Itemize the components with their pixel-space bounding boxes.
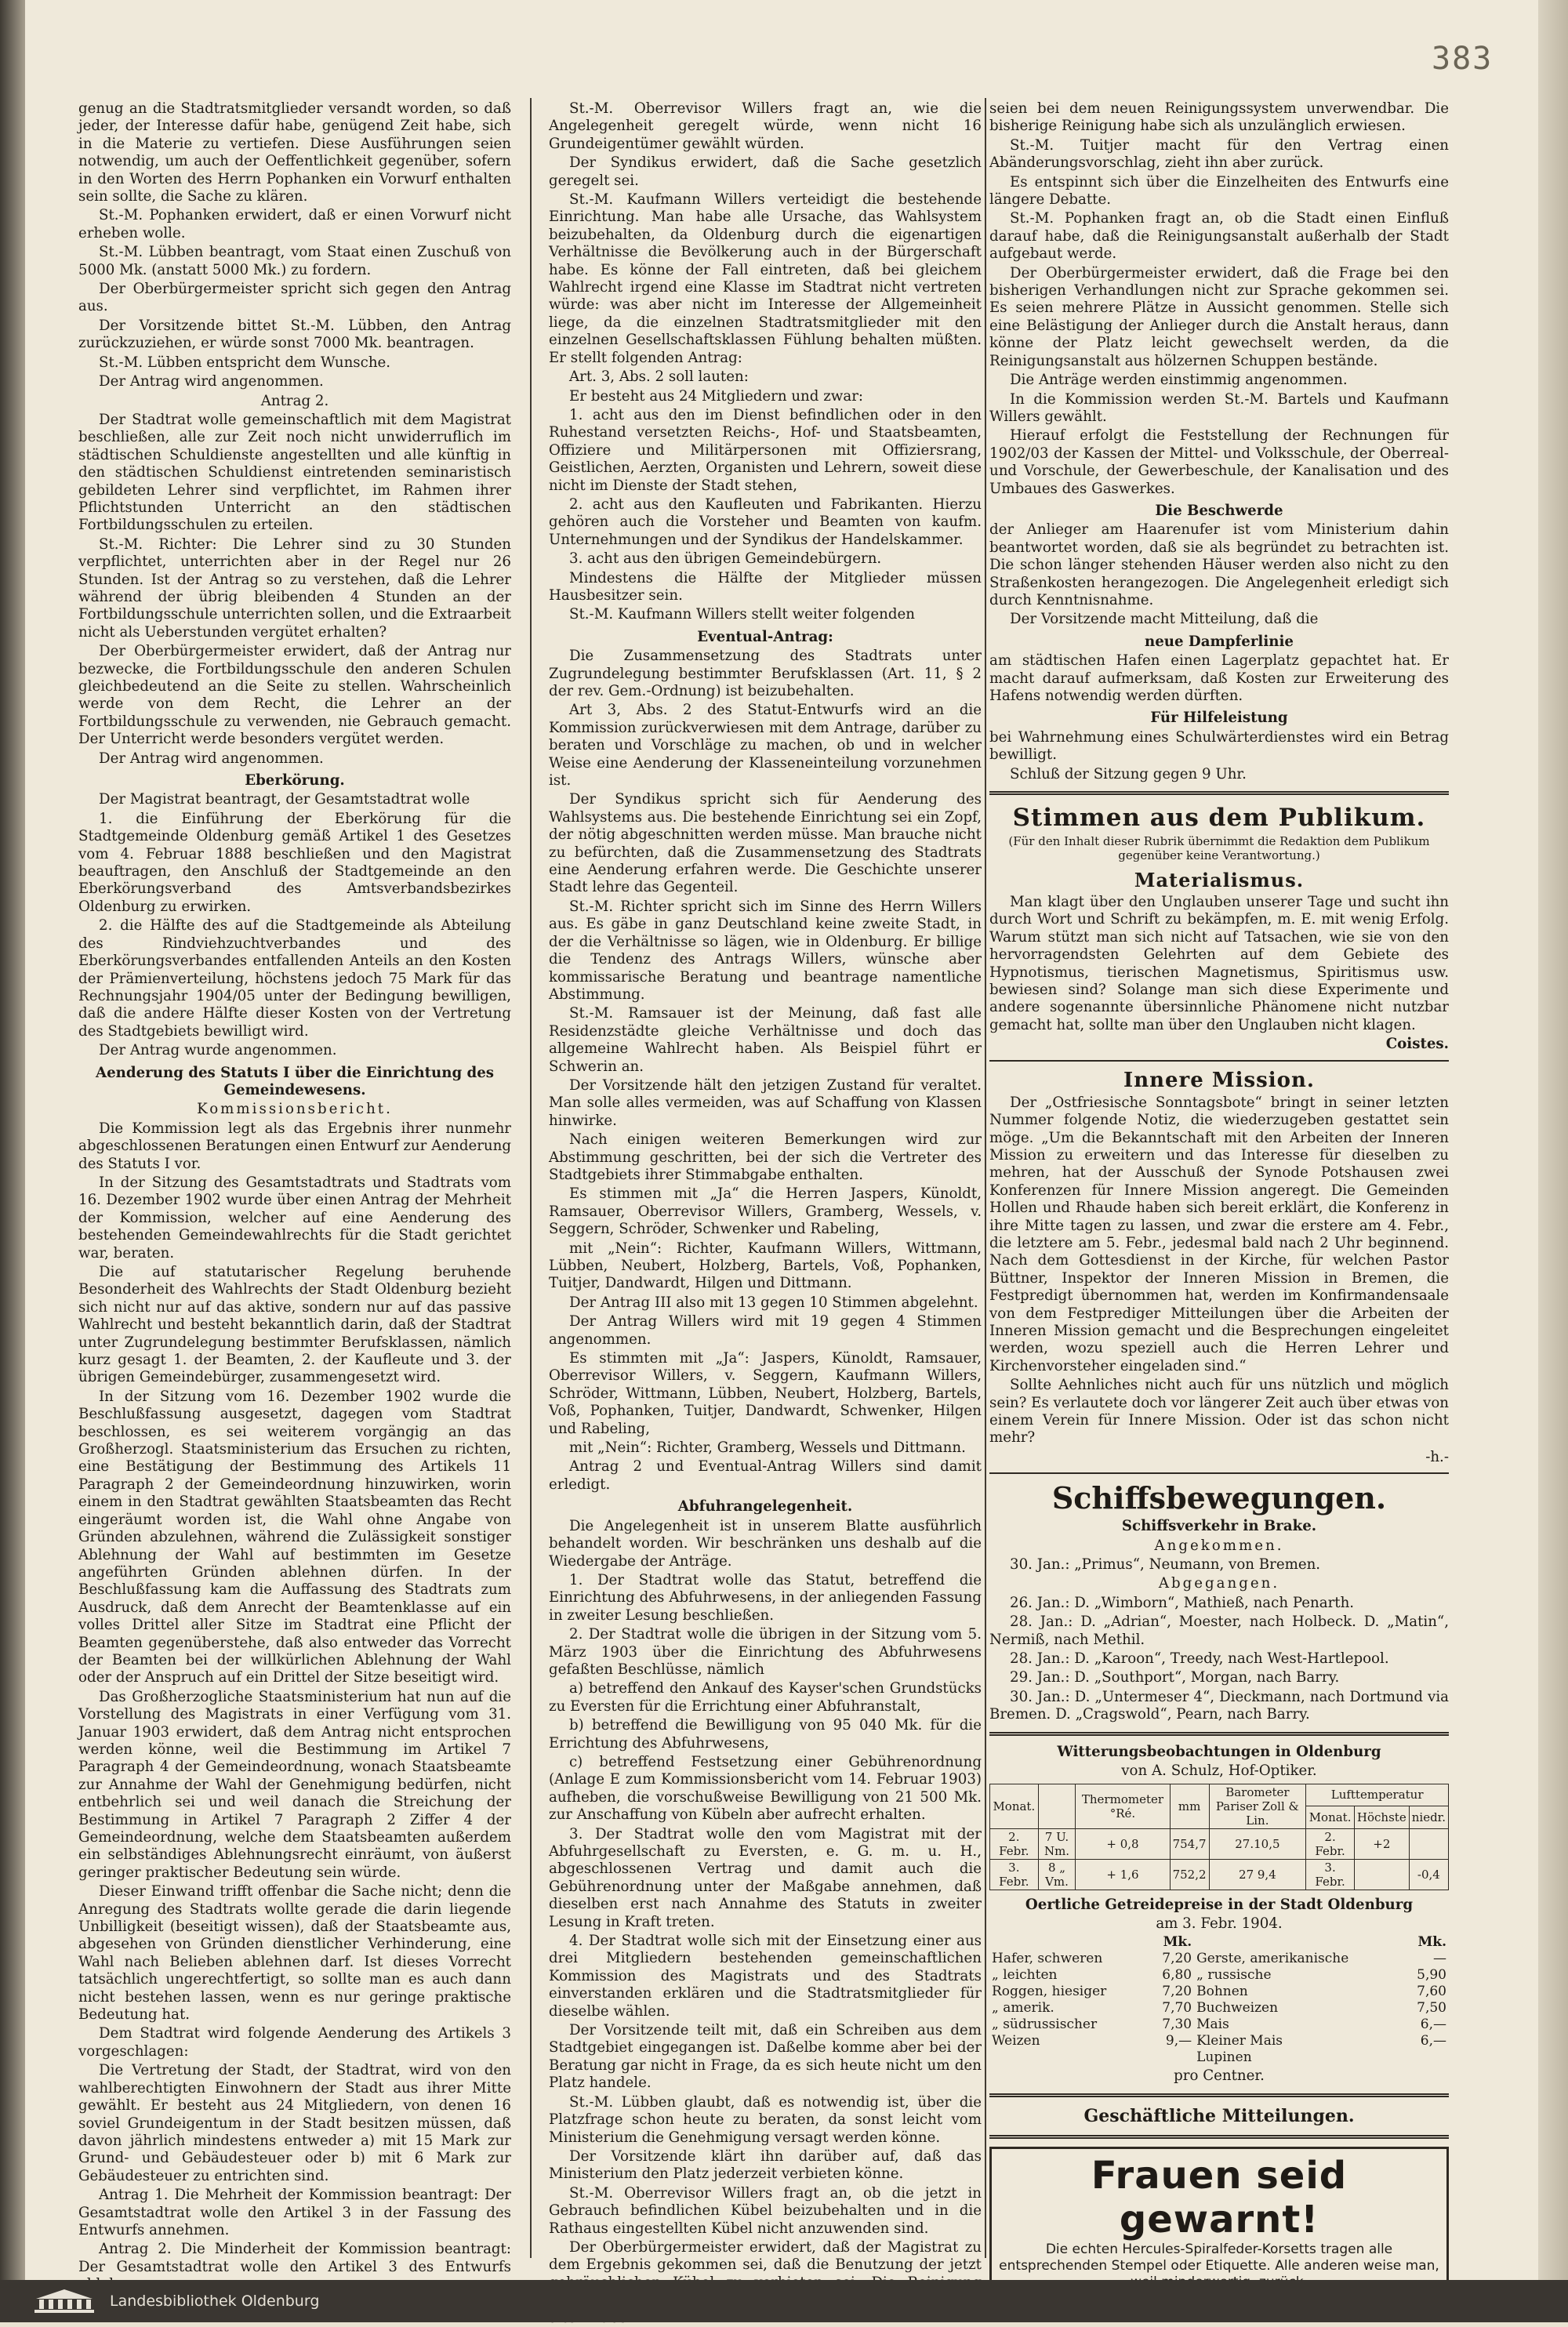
grain-price-table xyxy=(989,1934,1449,2066)
paragraph: am städtischen Hafen einen Lagerplatz gepachtet hat. Er macht darauf aufmerksam, daß Kosten zur Erweiterung des Hafens notwendig werden dürften. xyxy=(989,652,1449,704)
paragraph: St.-M. Lübben beantragt, vom Staat einen Zuschuß von 5000 Mk. (anstatt 5000 Mk.) zu fordern. xyxy=(78,244,511,278)
paragraph: 1. Der Stadtrat wolle das Statut, betreffend die Einrichtung des Abfuhrwesens, in der anliegenden Fassung in zweiter Lesung beschließen. xyxy=(549,1571,982,1624)
rubric-title: Schiffsbewegungen. xyxy=(1051,1480,1387,1516)
business-title: Geschäftliche Mitteilungen. xyxy=(1083,2105,1355,2126)
grain-price xyxy=(1403,2049,1449,2066)
paragraph: Der Antrag wurde angenommen. xyxy=(99,1042,337,1059)
paragraph: b) betreffend die Bewilligung von 95 040 Mk. für die Errichtung des Abfuhrwesens, xyxy=(549,1717,982,1752)
paragraph: Die Kommission legt als das Ergebnis ihrer nunmehr abgeschlossenen Beratungen einen Entwurf zur Aenderung des Statuts I vor. xyxy=(78,1120,511,1172)
table-row xyxy=(990,1828,1449,1859)
table-row xyxy=(989,2000,1449,2017)
page-number: 383 xyxy=(1432,41,1494,77)
grain-name: Kleiner Mais xyxy=(1196,2033,1283,2049)
paragraph: Der Antrag wird angenommen. xyxy=(99,750,324,767)
grain-title: Oertliche Getreidepreise in der Stadt Oldenburg xyxy=(1025,1896,1414,1913)
paragraph: St.-M. Kaufmann Willers stellt weiter folgenden xyxy=(569,606,916,623)
paragraph: Der Syndikus erwidert, daß die Sache gesetzlich geregelt sei. xyxy=(549,154,982,189)
paragraph: St.-M. Richter spricht sich im Sinne des Herrn Willers aus. Es gäbe in ganz Deutschland keine zweite Stadt, in der die Verhältnisse so lägen, wie in Oldenburg. Er billige die Tendenz des Antrags Willers, wünsche aber kommissarische Beratung und beantrage namentliche Abstimmung. xyxy=(549,898,982,1003)
table-row xyxy=(989,2017,1449,2033)
signature: -h.- xyxy=(1425,1448,1449,1465)
section-heading: Eventual-Antrag: xyxy=(697,628,833,645)
table-cell: 752,2 xyxy=(1170,1859,1209,1890)
paragraph: St.-M. Richter: Die Lehrer sind zu 30 Stunden verpflichtet, unterrichten aber in der Regel nur 26 Stunden. Ist der Antrag so zu verstehen, daß die Lehrer während der übrig bleibenden 4 Stunden an der Fortbildungsschule unterrichten sollen, und die Extraarbeit nicht als Ueberstunden vergütet erhalten? xyxy=(78,535,511,641)
table-cell: + 1,6 xyxy=(1076,1859,1170,1890)
article-title: Materialismus. xyxy=(1134,869,1305,892)
section-heading: Aenderung des Statuts I über die Einrichtung des Gemeindewesens. xyxy=(95,1064,495,1098)
paragraph: St.-M. Oberrevisor Willers fragt an, wie die Angelegenheit geregelt würde, wenn nicht 16 Grundeigentümer gewählt würden. xyxy=(549,100,982,152)
paragraph: Der Vorsitzende bittet St.-M. Lübben, den Antrag zurückzuziehen, er würde sonst 7000 Mk. beantragen. xyxy=(78,317,511,352)
grain-name: Mais xyxy=(1196,2017,1229,2033)
advertisement xyxy=(989,2147,1449,2300)
paragraph: mit „Nein“: Richter, Kaufmann Willers, Wittmann, Lübben, Neubert, Holzberg, Bartels, Voß, Pophanken, Tuitjer, Dandwardt, Hilgen und Dittmann. xyxy=(549,1240,982,1292)
column-2 xyxy=(549,100,982,2274)
grain-name: Hafer, schweren xyxy=(992,1951,1103,1967)
rubric-disclaimer: (Für den Inhalt dieser Rubrik übernimmt die Redaktion dem Publikum gegenüber keine Verantwortung.) xyxy=(1008,834,1430,863)
weather-table xyxy=(989,1784,1449,1890)
paragraph: 28. Jan.: D. „Adrian“, Moester, nach Holbeck. D. „Matin“, Nermiß, nach Methil. xyxy=(989,1614,1449,1648)
column-1 xyxy=(78,100,511,2275)
paragraph: Hierauf erfolgt die Feststellung der Rechnungen für 1902/03 der Kassen der Mittel- und Volksschule, der Oberreal- und Vorschule, der Gewerbeschule, der Kanalisation und des Umbaues des Gaswerkes. xyxy=(989,427,1449,497)
paragraph: 4. Der Stadtrat wolle sich mit der Einsetzung einer aus drei Mitgliedern bestehenden gemeinschaftlichen Kommission des Magistrats und des Stadtrats einverstanden erklären und die Stadtratsmitglieder für dieselbe wählen. xyxy=(549,1933,982,2020)
grain-price: 9,— xyxy=(1165,2033,1192,2049)
subheading: Kommissionsbericht. xyxy=(197,1101,393,1118)
paragraph: 26. Jan.: D. „Wimborn“, Mathieß, nach Penarth. xyxy=(1010,1594,1355,1611)
grain-price: 7,20 xyxy=(1162,1951,1192,1967)
paragraph: Der Oberbürgermeister erwidert, daß die Frage bei den bisherigen Verhandlungen nicht zur Sprache gekommen sei. Es seien mehrere Plätze in Aussicht genommen. Stelle sich eine Belästigung der Anlieger durch die Anstalt heraus, dann könne der Platz leicht gewechselt werden, da die Reinigungsanstalt aus hölzernen Schuppen bestände. xyxy=(989,264,1449,369)
paragraph: Der Oberbürgermeister erwidert, daß der Antrag nur bezwecke, die Fortbildungsschule den anderen Schulen gleichbedeutend an die Seite zu stellen. Wahrscheinlich werde von dem Recht, die Lehrer an der Fortbildungsschule zu verwenden, nie Gebrauch gemacht. Der Unterricht werde besonders vergütet werden. xyxy=(78,643,511,748)
paragraph: 30. Jan.: „Primus“, Neumann, von Bremen. xyxy=(1010,1556,1321,1574)
paragraph: St.-M. Pophanken fragt an, ob die Stadt einen Einfluß darauf habe, daß die Reinigungsanstalt außerhalb der Stadt aufgebaut werde. xyxy=(989,210,1449,263)
paragraph: Sollte Aehnliches nicht auch für uns nützlich und möglich sein? Es verlautete doch vor längerer Zeit auch über etwas von einem Verein für Innere Mission. Oder ist das schon nicht mehr? xyxy=(989,1377,1449,1447)
grain-name: „ südrussischer xyxy=(992,2017,1098,2033)
paragraph: 1. die Einführung der Eberkörung für die Stadtgemeinde Oldenburg gemäß Artikel 1 des Gesetzes vom 4. Februar 1888 beschließen und den Magistrat beauftragen, den Anschluß der Stadtgemeinde an den Eberkörungsverband des Amtsverbandsbezirkes Oldenburg zu erwirken. xyxy=(78,810,511,915)
section-heading: Eberkörung. xyxy=(245,772,345,790)
paragraph: a) betreffend den Ankauf des Kayser'schen Grundstücks zu Eversten für die Errichtung einer Abfuhranstalt, xyxy=(549,1680,982,1715)
subheading: Schiffsverkehr in Brake. xyxy=(1121,1518,1317,1535)
table-header: Monat. xyxy=(1306,1806,1355,1829)
paragraph: c) betreffend Festsetzung einer Gebührenordnung (Anlage E zum Kommissionsbericht vom 14. Februar 1903) aufheben, die vorschußweise Bewilligung von 21 500 Mk. zur Anschaffung von Kübeln aber aufrecht erhalten. xyxy=(549,1753,982,1824)
paragraph: Antrag 2 und Eventual-Antrag Willers sind damit erledigt. xyxy=(549,1458,982,1493)
weather-title: Witterungsbeobachtungen in Oldenburg xyxy=(1057,1743,1381,1760)
divider xyxy=(989,791,1449,795)
table-cell: + 0,8 xyxy=(1076,1828,1170,1859)
paragraph: der Anlieger am Haarenufer ist vom Ministerium dahin beantwortet worden, daß sie als begründet zu betrachten ist. Die schon länger stehenden Häuser werden also nicht zu den Straßenkosten herangezogen. Die Angelegenheit erledigt sich durch Kenntnisnahme. xyxy=(989,521,1449,608)
grain-price: 7,30 xyxy=(1162,2017,1192,2033)
library-footer xyxy=(0,2280,1568,2322)
paragraph: Art. 3, Abs. 2 soll lauten: xyxy=(569,368,749,386)
paragraph: 3. Der Stadtrat wolle den vom Magistrat mit der Abfuhrgesellschaft zu Eversten, e. G. m. u. H., abgeschlossenen Vertrag und damit auch die Gebührenordnung unter der Maßgabe annehmen, daß dieselben erst nach Annahme des Statuts in zweiter Lesung in Kraft treten. xyxy=(549,1825,982,1930)
weather-subtitle: von A. Schulz, Hof-Optiker. xyxy=(1121,1762,1317,1780)
table-header: Höchste xyxy=(1354,1806,1409,1829)
divider xyxy=(989,2135,1449,2139)
paragraph: 2. die Hälfte des auf die Stadtgemeinde als Abteilung des Rindviehzuchtverbandes und des Eberkörungsverbandes entfallenden Anteils an den Kosten der Prämienverteilung, höchstens jedoch 75 Mark für das Rechnungsjahr 1904/05 unter der Bedingung bewilligen, daß die andere Hälfte dieser Kosten von der Vertretung des Stadtgebiets bewilligt wird. xyxy=(78,917,511,1040)
divider xyxy=(989,1732,1449,1736)
grain-name: „ amerik. xyxy=(992,2000,1054,2017)
grain-price: 6,— xyxy=(1420,2033,1446,2049)
table-cell: 3. Febr. xyxy=(1306,1859,1355,1890)
paragraph: genug an die Stadtratsmitglieder versandt worden, so daß jeder, der Interesse dafür habe, genügend Zeit habe, sich in die Materie zu vertiefen. Diese Ausführungen seien notwendig, um auch der Oeffentlichkeit gegenüber, sofern in den Worten des Herrn Pophanken ein Vorwurf enthalten sein sollte, die Sache zu klären. xyxy=(78,100,511,205)
table-cell xyxy=(1354,1859,1409,1890)
paragraph: 30. Jan.: D. „Untermeser 4“, Dieckmann, nach Dortmund via Bremen. D. „Cragswold“, Pearn, nach Barry. xyxy=(989,1688,1449,1723)
grain-footer: pro Centner. xyxy=(1174,2067,1265,2085)
subheading: Angekommen. xyxy=(1154,1537,1284,1554)
paragraph: 2. acht aus den Kaufleuten und Fabrikanten. Hierzu gehören auch die Vorsteher und Beamten von kaufm. Unternehmungen und der Syndikus der Handelskammer. xyxy=(549,496,982,548)
signature: Coistes. xyxy=(1385,1036,1449,1053)
paragraph: Man klagt über den Unglauben unserer Tage und sucht ihn durch Wort und Schrift zu bekämpfen, m. E. mit wenig Erfolg. Warum stützt man sich nicht auf Tatsachen, wie sie von den hervorragendsten Gelehrten auf dem Gebiete des Hypnotismus, tierischen Magnetismus, Spiritismus usw. bewiesen sind? Solange man sich diese Experimente und andere sogenannte übersinnliche Phänomene nicht nutzbar gemacht hat, sollte man über den Unglauben nicht klagen. xyxy=(989,894,1449,1033)
paragraph: Die Vertretung der Stadt, der Stadtrat, wird von den wahlberechtigten Einwohnern der Stadt aus ihrer Mitte gewählt. Er besteht aus 24 Mitgliedern, von denen 16 soviel Grundeigentum in der Stadt besitzen müssen, daß davon jährlich mindestens entweder a) mit 15 Mark zur Grund- und Gebäudesteuer oder b) mit 6 Mark zur Gebäudesteuer zu entrichten sind. xyxy=(78,2062,511,2184)
table-cell: -0,4 xyxy=(1409,1859,1448,1890)
table-row xyxy=(989,1934,1449,1951)
grain-price: 6,80 xyxy=(1162,1967,1192,1984)
paragraph: Der Vorsitzende macht Mitteilung, daß die xyxy=(1010,611,1319,628)
grain-name: Roggen, hiesiger xyxy=(992,1984,1107,2000)
paragraph: Nach einigen weiteren Bemerkungen wird zur Abstimmung geschritten, bei der sich die Vertreter des Stadtgebiets ihrer Stimmabgabe enthalten. xyxy=(549,1131,982,1183)
paragraph: Es stimmen mit „Ja“ die Herren Jaspers, Künoldt, Ramsauer, Oberrevisor Willers, Gramberg, Wessels, v. Seggern, Schröder, Schwenker und Rabeling, xyxy=(549,1185,982,1238)
table-cell: 3. Febr. xyxy=(990,1859,1039,1890)
table-cell: 754,7 xyxy=(1170,1828,1209,1859)
rubric-title: Stimmen aus dem Publikum. xyxy=(1012,804,1426,833)
paragraph: Der „Ostfriesische Sonntagsbote“ bringt in seiner letzten Nummer folgende Notiz, die wiederzugeben gestattet sein möge. „Um die Bekanntschaft mit den Arbeiten der Inneren Mission zu erweitern und das Interesse für dieselben zu mehren, hat der Ausschuß der Synode Potshausen zwei Konferenzen für Innere Mission angeregt. Die Gemeinden Hollen und Rhaude haben sich bereit erklärt, die Konferenz in ihre Mitte tagen zu lassen, und zwar die erstere am 4. Febr., die letztere am 5. Febr., jedesmal bald nach 2 Uhr beginnend. Nach dem Gottesdienst in der Kirche, für welchen Pastor Büttner, Inspektor der Inneren Mission in Bremen, die Festpredigt übernommen hat, werden im Konfirmandensaale von dem Festprediger Mitteilungen über die Arbeiten der Inneren Mission gemacht und die Besprechungen eingeleitet werden, wozu speziell auch die Herren Lehrer und Kirchenvorsteher eingeladen sind.“ xyxy=(989,1094,1449,1374)
grain-name: „ leichten xyxy=(992,1967,1058,1984)
paragraph: Der Vorsitzende teilt mit, daß ein Schreiben aus dem Stadtgebiet eingegangen ist. Daßelbe komme aber bei der Beratung gar nicht in Frage, da es sich heute nicht um den Platz handele. xyxy=(549,2022,982,2092)
table-row xyxy=(989,2049,1449,2066)
section-heading: neue Dampferlinie xyxy=(1145,633,1294,650)
table-cell: 2. Febr. xyxy=(1306,1828,1355,1859)
article-title: Innere Mission. xyxy=(1123,1068,1315,1092)
grain-price: 7,60 xyxy=(1417,1984,1446,2000)
paragraph: Dem Stadtrat wird folgende Aenderung des Artikels 3 vorgeschlagen: xyxy=(78,2025,511,2060)
divider xyxy=(989,1472,1449,1474)
library-name: Landesbibliothek Oldenburg xyxy=(110,2293,320,2310)
paragraph: In die Kommission werden St.-M. Bartels und Kaufmann Willers gewählt. xyxy=(989,390,1449,425)
column-divider xyxy=(985,98,986,2258)
paragraph: St.-M. Lübben entspricht dem Wunsche. xyxy=(99,354,391,371)
paragraph: Der Vorsitzende hält den jetzigen Zustand für veraltet. Man solle alles vermeiden, was auf Schaffung von Klassen hinwirke. xyxy=(549,1076,982,1129)
grain-name: „ russische xyxy=(1196,1967,1272,1984)
paragraph: Die Angelegenheit ist in unserem Blatte ausführlich behandelt worden. Wir beschränken uns deshalb auf die Wiedergabe der Anträge. xyxy=(549,1517,982,1570)
section-heading: Für Hilfeleistung xyxy=(1150,710,1288,727)
table-cell: 7 U. Nm. xyxy=(1038,1828,1076,1859)
table-row xyxy=(989,1951,1449,1967)
paragraph: Der Oberbürgermeister spricht sich gegen den Antrag aus. xyxy=(78,281,511,315)
table-cell xyxy=(1409,1828,1448,1859)
paragraph: Der Antrag Willers wird mit 19 gegen 4 Stimmen angenommen. xyxy=(549,1313,982,1348)
paragraph: Er besteht aus 24 Mitgliedern und zwar: xyxy=(569,387,864,405)
paragraph: St.-M. Oberrevisor Willers fragt an, ob die jetzt in Gebrauch befindlichen Kübel beizubehalten und in die Rathaus eingestellten Kübel nicht anzuwenden sind. xyxy=(549,2184,982,2237)
paragraph: St.-M. Pophanken erwidert, daß er einen Vorwurf nicht erheben wolle. xyxy=(78,207,511,241)
section-heading: Die Beschwerde xyxy=(1155,502,1283,519)
table-header: Barometer Pariser Zoll & Lin. xyxy=(1209,1784,1306,1828)
table-cell: 27.10,5 xyxy=(1209,1828,1306,1859)
paragraph: 29. Jan.: D. „Southport“, Morgan, nach Barry. xyxy=(1010,1669,1340,1686)
grain-price: 5,90 xyxy=(1417,1967,1446,1984)
table-header-row xyxy=(990,1784,1449,1806)
table-row xyxy=(990,1859,1449,1890)
library-building-icon xyxy=(33,2288,96,2314)
paragraph: Der Magistrat beantragt, der Gesamtstadtrat wolle xyxy=(99,791,470,808)
paragraph: Der Antrag wird angenommen. xyxy=(99,373,324,390)
paragraph: St.-M. Lübben glaubt, daß es notwendig ist, über die Platzfrage schon heute zu beraten, da sonst leicht vom Ministerium die Genehmigung versagt werden könne. xyxy=(549,2093,982,2146)
divider xyxy=(989,2093,1449,2097)
grain-price: 7,20 xyxy=(1162,1984,1192,2000)
paragraph: Es entspinnt sich über die Einzelheiten des Entwurfs eine längere Debatte. xyxy=(989,173,1449,209)
grain-date: am 3. Febr. 1904. xyxy=(1156,1915,1283,1932)
table-row xyxy=(989,2033,1449,2049)
paragraph: Der Vorsitzende klärt ihn darüber auf, daß das Ministerium den Platz jederzeit verbieten könne. xyxy=(549,2147,982,2183)
table-header xyxy=(1038,1784,1076,1828)
grain-name: Lupinen xyxy=(1196,2049,1252,2066)
paragraph: St.-M. Tuitjer macht für den Vertrag einen Abänderungsvorschlag, zieht ihn aber zurück. xyxy=(989,136,1449,172)
table-cell: +2 xyxy=(1354,1828,1409,1859)
ad-text: Die echten Hercules-Spiralfeder-Korsetts tragen alle entsprechenden Stempel oder Etiquette. Alle anderen weise man, xyxy=(999,2241,1439,2274)
book-binding-edge xyxy=(0,0,25,2322)
table-header: Thermometer °Ré. xyxy=(1076,1784,1170,1828)
paragraph: St.-M. Kaufmann Willers verteidigt die bestehende Einrichtung. Man habe alle Ursache, das Wahlsystem beizubehalten, da Oldenburg durch die eigenartigen Verhältnisse die Bevölkerung auch in der Bürgerschaft habe. Es könne der Fall eintreten, daß bei gleichem Wahlrecht irgend eine Klasse im Stadtrat nicht vertreten würde: was aber nicht im Interesse der Allgemeinheit liege, da die einzelnen Stadtratsmitglieder mit den einzelnen Gesellschaftsklassen Fühlung behalten müßten. Er stellt folgenden Antrag: xyxy=(549,191,982,366)
paragraph: Es stimmten mit „Ja“: Jaspers, Künoldt, Ramsauer, Oberrevisor Willers, v. Seggern, Kaufmann Willers, Schröder, Wittmann, Lübben, Neubert, Holzberg, Bartels, Voß, Pophanken, Tuitjer, Dandwardt, Schwenker, Hilgen und Rabeling, xyxy=(549,1350,982,1437)
paragraph: seien bei dem neuen Reinigungssystem unverwendbar. Die bisherige Reinigung habe sich als unzulänglich erwiesen. xyxy=(989,100,1449,135)
divider xyxy=(989,1060,1449,1062)
ad-title: Frauen seid gewarnt! xyxy=(1091,2153,1348,2242)
table-cell: 27 9,4 xyxy=(1209,1859,1306,1890)
grain-price: 7,70 xyxy=(1162,2000,1192,2017)
grain-name: Buchweizen xyxy=(1196,2000,1279,2017)
paragraph: 28. Jan.: D. „Karoon“, Treedy, nach West-Hartlepool. xyxy=(1010,1650,1389,1668)
grain-name: Weizen xyxy=(992,2033,1040,2049)
column-divider xyxy=(530,98,532,2258)
paragraph: Mindestens die Hälfte der Mitglieder müssen Hausbesitzer sein. xyxy=(549,569,982,604)
subheading: Antrag 2. xyxy=(260,392,329,409)
grain-price: 6,— xyxy=(1420,2017,1446,2033)
table-row xyxy=(989,1984,1449,2000)
grain-price: — xyxy=(1433,1951,1446,1967)
paragraph: 2. Der Stadtrat wolle die übrigen in der Sitzung vom 5. März 1903 über die Einrichtung des Abfuhrwesens gefaßten Beschlüsse, nämlich xyxy=(549,1626,982,1678)
paragraph: In der Sitzung vom 16. Dezember 1902 wurde die Beschlußfassung ausgesetzt, dagegen vom Stadtrat beschlossen, es sei weiterem vorgängig an das Großherzogl. Staatsministerium das Ersuchen zu richten, eine Bestätigung der Bestimmung des Artikels 11 Paragraph 2 der Gemeindeordnung hinzuwirken, worin einem in den Stadtrat gewählten Staatsbeamten das Recht eingeräumt worden ist, die Wahl ohne Angabe von Gründen abzulehnen, während die Zulässigkeit sonstiger Ablehnung der Wahl auf bestimmten im Gesetze angeführten Gründen ablehnen dürfen. In der Beschlußfassung kam die Auffassung des Stadtrats zum Ausdruck, daß dem Anrecht der Beamtenklasse auf ein volles Drittel aller Sitze im Stadtrat eine Pflicht der Beamten gegenüberstehe, daß also entweder das Vorrecht der Beamten bei der willkürlichen Ablehnung der Wahl oder der Anspruch auf ein Drittel der Sitze beseitigt wird. xyxy=(78,1388,511,1686)
paragraph: Die Anträge werden einstimmig angenommen. xyxy=(1010,372,1348,389)
paragraph: Dieser Einwand trifft offenbar die Sache nicht; denn die Anregung des Stadtrats wollte gerade die darin liegende Unbilligkeit (beseitigt wissen), daß der Staatsbeamte aus, abgesehen von Gründen dienstlicher Verhinderung, eine Wahl nach Belieben ablehnen darf. Ist dieses Vorrecht tatsächlich ungerechtfertigt, so sollte man es auch dann nicht bestehen lassen, wenn es nur geringe praktische Bedeutung hat. xyxy=(78,1883,511,2024)
column-3 xyxy=(989,100,1449,2274)
paragraph: Antrag 2. Die Minderheit der Kommission beantragt: Der Gesamtstadtrat wolle den Artikel 3 des Entwurfs xyxy=(78,2241,511,2275)
table-header: Monat. xyxy=(990,1784,1039,1828)
paragraph: Der Syndikus spricht sich für Aenderung des Wahlsystems aus. Die bestehende Einrichtung sei ein Zopf, der nötig abgeschnitten werden müsse. Man brauche nicht zu befürchten, daß die Zusammensetzung des Stadtrats eine Aenderung erfahren werde. Die Geschichte unserer Stadt lehre das Gegenteil. xyxy=(549,791,982,896)
table-row xyxy=(989,1967,1449,1984)
table-header: niedr. xyxy=(1409,1806,1448,1829)
grain-price: 7,50 xyxy=(1417,2000,1446,2017)
paragraph: Die auf statutarischer Regelung beruhende Besonderheit des Wahlrechts der Stadt Oldenburg bezieht sich nicht nur auf das aktive, sondern nur auf das passive Wahlrecht und besteht bekanntlich darin, daß der Stadtrat unter Zugrundelegung bestimmter Berufsklassen, nämlich kurz gesagt 1. der Beamten, 2. der Kaufleute und 3. der übrigen Gemeindebürger, zusammengesetzt wird. xyxy=(78,1264,511,1386)
paragraph: Der Antrag III also mit 13 gegen 10 Stimmen abgelehnt. xyxy=(569,1294,978,1311)
paragraph: Die Zusammensetzung des Stadtrats unter Zugrundelegung bestimmter Berufsklassen (Art. 11, § 2 der rev. Gem.-Ordnung) ist beizubehalten. xyxy=(549,648,982,699)
section-heading: Abfuhrangelegenheit. xyxy=(677,1498,853,1516)
table-header: Lufttemperatur xyxy=(1306,1784,1449,1806)
paragraph: In der Sitzung des Gesamtstadtrats und Stadtrats vom 16. Dezember 1902 wurde über einen Antrag der Mehrheit der Kommission, welcher auf eine Aenderung des bestehenden Gemeindewahlrechts für die Stadt gerichtet war, beraten. xyxy=(78,1174,511,1262)
grain-name: Gerste, amerikanische xyxy=(1196,1951,1349,1967)
paragraph: Art 3, Abs. 2 des Statut-Entwurfs wird an die Kommission zurückverwiesen mit dem Antrage, darüber zu beraten und Vorschläge zu machen, ob und in welcher Weise eine Aenderung der Klasseneinteilung vorzunehmen ist. xyxy=(549,702,982,790)
paragraph: Antrag 1. Die Mehrheit der Kommission beantragt: Der Gesamtstadtrat wolle den Artikel 3 in der Fassung des Entwurfs annehmen. xyxy=(78,2187,511,2238)
paragraph: Das Großherzogliche Staatsministerium hat nun auf die Vorstellung des Magistrats in einer Verfügung vom 31. Januar 1903 erwidert, daß dem Antrag nicht entsprochen werden könne, weil die Bestimmung im Artikel 7 Paragraph 4 der Gemeindeordnung, wonach Staatsbeamte zur Annahme der Wahl der Genehmigung bedürfen, nicht entbehrlich sei und weil danach die Streichung der Bestimmung in Artikel 7 Paragraph 2 Ziffer 4 der Gemeindeordnung, welche dem Staatsbeamten außerdem ein selbständiges Ablehnungsrecht einräumt, von äußerst geringer praktischer Bedeutung sein würde. xyxy=(78,1688,511,1881)
subheading: Abgegangen. xyxy=(1158,1575,1280,1592)
table-cell: 2. Febr. xyxy=(990,1828,1039,1859)
grain-name: Bohnen xyxy=(1196,1984,1248,2000)
paragraph: 1. acht aus den im Dienst befindlichen oder in den Ruhestand versetzten Reichs-, Hof- und Staatsbeamten, Offiziere und Militärpersonen mit Offiziersrang, Geistlichen, Aerzten, Organisten und Lehrern, soweit diese nicht im Dienste der Stadt stehen, xyxy=(549,406,982,494)
paragraph: St.-M. Ramsauer ist der Meinung, daß fast alle Residenzstädte gleiche Verhältnisse und doch das allgemeine Wahlrecht haben. Als Beispiel führt er Schwerin an. xyxy=(549,1005,982,1075)
paragraph: Schluß der Sitzung gegen 9 Uhr. xyxy=(1010,765,1247,782)
paragraph: Der Stadtrat wolle gemeinschaftlich mit dem Magistrat beschließen, alle zur Zeit noch nicht unwiderruflich im städtischen Schuldienste angestellten und alle künftig in den städtischen Schuldienst eintretenden seminaristisch gebildeten Lehrer sind verpflichtet, im Rahmen ihrer Pflichtstunden Unterricht an den städtischen Fortbildungsschulen zu erteilen. xyxy=(78,411,511,534)
unit-label: Mk. xyxy=(1163,1934,1192,1951)
page-edge xyxy=(1538,0,1568,2322)
paragraph: bei Wahrnehmung eines Schulwärterdienstes wird ein Betrag bewilligt. xyxy=(989,728,1449,764)
paragraph: 3. acht aus den übrigen Gemeindebürgern. xyxy=(569,550,882,568)
table-header: mm xyxy=(1170,1784,1209,1828)
table-cell: 8 „ Vm. xyxy=(1038,1859,1076,1890)
unit-label: Mk. xyxy=(1417,1934,1446,1951)
paragraph: Der Oberbürgermeister erwidert, daß der Magistrat zu dem Ergebnis gekommen sei, daß die Benutzung der jetzt xyxy=(549,2238,982,2274)
paragraph: mit „Nein“: Richter, Gramberg, Wessels und Dittmann. xyxy=(569,1439,966,1457)
